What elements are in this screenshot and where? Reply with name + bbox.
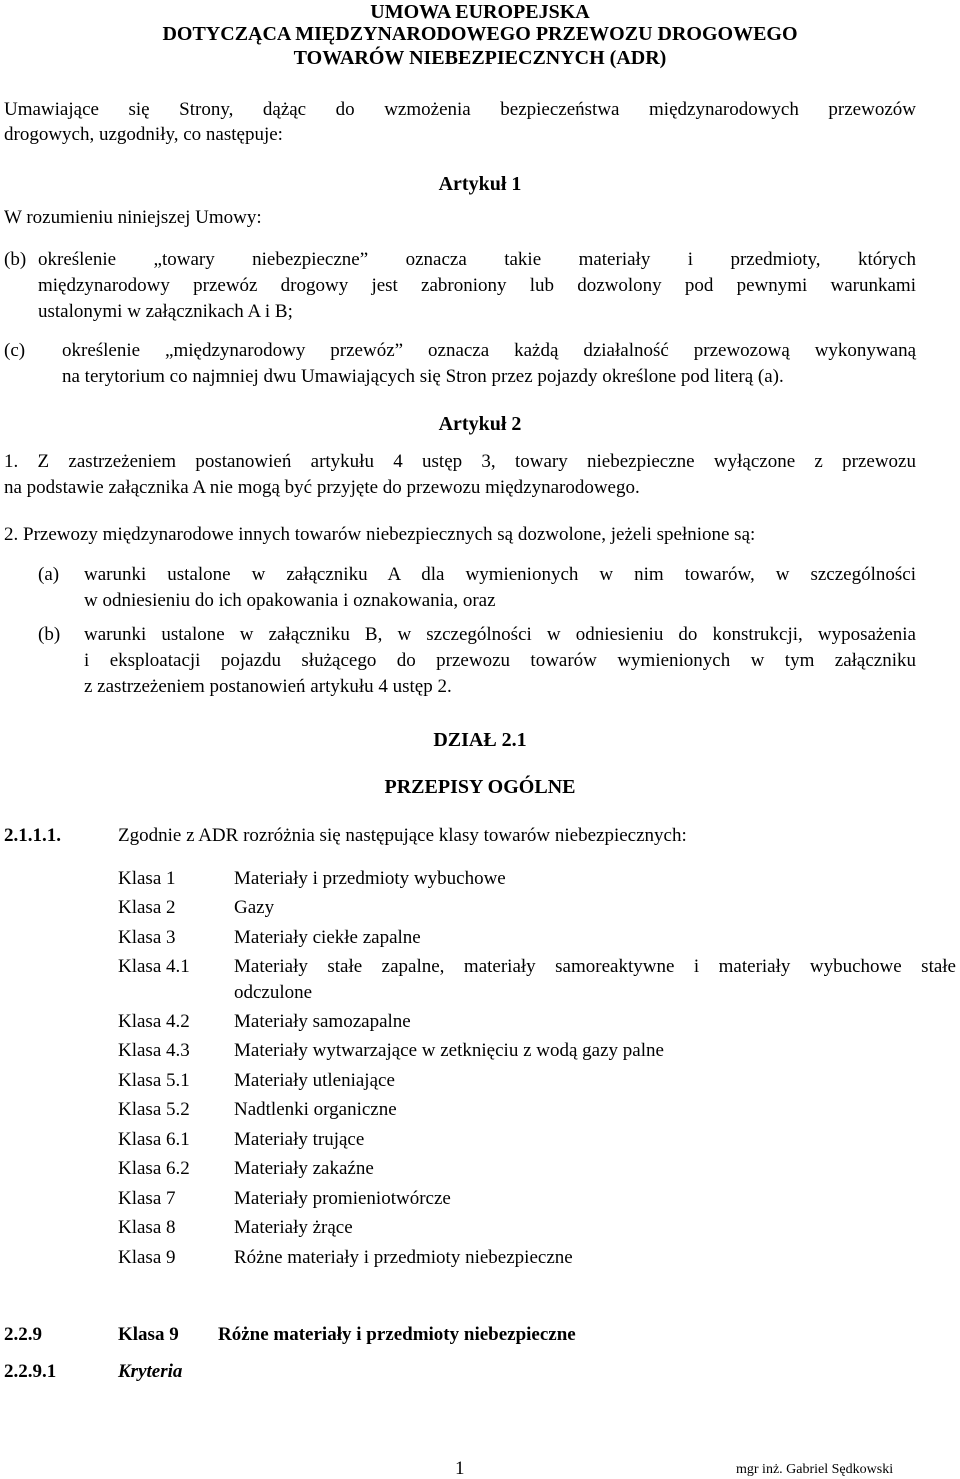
article-1-c-label: (c) xyxy=(4,340,26,361)
class-desc: Materiały stałe zapalne, materiały samoreaktywne i materiały wybuchowe stałe xyxy=(234,956,956,977)
class-name: Klasa 7 xyxy=(118,1188,176,1209)
class-desc: Materiały trujące xyxy=(234,1129,365,1150)
class-desc-continued: odczulone xyxy=(234,982,313,1003)
article-1-b-line-3: ustalonymi w załącznikach A i B; xyxy=(38,301,293,322)
class-name: Klasa 1 xyxy=(118,868,176,889)
subsection-number: 2.2.9 xyxy=(4,1324,42,1345)
class-desc: Materiały wytwarzające w zetknięciu z wodą gazy palne xyxy=(234,1040,664,1061)
class-desc: Materiały utleniające xyxy=(234,1070,395,1091)
class-name: Klasa 6.2 xyxy=(118,1158,190,1179)
preamble-line-1: Umawiające się Strony, dążąc do wzmożenia bezpieczeństwa międzynarodowych przewozów xyxy=(4,99,916,120)
article-2-p2: 2. Przewozy międzynarodowe innych towarów niebezpiecznych są dozwolone, jeżeli spełnione są: xyxy=(4,524,756,545)
article-1-c-line-1: określenie „międzynarodowy przewóz” oznacza każdą działalność przewozową wykonywaną xyxy=(62,340,916,361)
subsection-title: Różne materiały i przedmioty niebezpieczne xyxy=(218,1324,576,1345)
article-1-b-line-1: określenie „towary niebezpieczne” oznacza takie materiały i przedmioty, których xyxy=(38,249,916,270)
article-1-b-label: (b) xyxy=(4,249,27,270)
class-desc: Materiały promieniotwórcze xyxy=(234,1188,451,1209)
class-desc: Różne materiały i przedmioty niebezpieczne xyxy=(234,1247,573,1268)
class-name: Klasa 5.2 xyxy=(118,1099,190,1120)
title-line-3: TOWARÓW NIEBEZPIECZNYCH (ADR) xyxy=(293,47,667,69)
class-name: Klasa 8 xyxy=(118,1217,176,1238)
class-desc: Materiały i przedmioty wybuchowe xyxy=(234,868,506,889)
class-desc: Materiały zakaźne xyxy=(234,1158,374,1179)
section-para-text: Zgodnie z ADR rozróżnia się następujące klasy towarów niebezpiecznych: xyxy=(118,825,687,846)
footer-author: mgr inż. Gabriel Sędkowski xyxy=(736,1462,894,1477)
subsection-sub-number: 2.2.9.1 xyxy=(4,1361,57,1382)
article-2-a-line-1: warunki ustalone w załączniku A dla wymienionych w nim towarów, w szczególności xyxy=(84,564,916,585)
section-para-number: 2.1.1.1. xyxy=(4,825,61,846)
article-1-heading: Artykuł 1 xyxy=(438,173,522,195)
article-2-b-line-1: warunki ustalone w załączniku B, w szczególności w odniesieniu do konstrukcji, wyposażenia xyxy=(84,624,916,645)
class-desc: Materiały ciekłe zapalne xyxy=(234,927,421,948)
preamble-line-2: drogowych, uzgodniły, co następuje: xyxy=(4,124,283,145)
title-line-2: DOTYCZĄCA MIĘDZYNARODOWEGO PRZEWOZU DROGOWEGO xyxy=(162,23,798,45)
article-2-a-line-2: w odniesieniu do ich opakowania i oznakowania, oraz xyxy=(84,590,496,611)
class-desc: Nadtlenki organiczne xyxy=(234,1099,397,1120)
article-2-b-label: (b) xyxy=(38,624,61,645)
article-1-b-line-2: międzynarodowy przewóz drogowy jest zabroniony lub dozwolony pod pewnymi warunkami xyxy=(38,275,916,296)
class-name: Klasa 4.3 xyxy=(118,1040,190,1061)
page-number: 1 xyxy=(455,1458,465,1479)
article-2-p1-line-2: na podstawie załącznika A nie mogą być przyjęte do przewozu międzynarodowego. xyxy=(4,477,640,498)
class-desc: Materiały żrące xyxy=(234,1217,353,1238)
subsection-sub-title: Kryteria xyxy=(118,1361,183,1382)
class-name: Klasa 3 xyxy=(118,927,176,948)
class-name: Klasa 4.1 xyxy=(118,956,190,977)
title-line-1: UMOWA EUROPEJSKA xyxy=(370,1,590,23)
class-name: Klasa 5.1 xyxy=(118,1070,190,1091)
class-name: Klasa 4.2 xyxy=(118,1011,190,1032)
article-2-b-line-3: z zastrzeżeniem postanowień artykułu 4 ustęp 2. xyxy=(84,676,452,697)
class-name: Klasa 2 xyxy=(118,897,176,918)
article-1-c-line-2: na terytorium co najmniej dwu Umawiających się Stron przez pojazdy określone pod literą (a). xyxy=(62,366,784,387)
class-desc: Gazy xyxy=(234,897,275,918)
article-1-intro: W rozumieniu niniejszej Umowy: xyxy=(4,207,262,228)
article-2-p1-line-1: 1. Z zastrzeżeniem postanowień artykułu 4 ustęp 3, towary niebezpieczne wyłączone z przewozu xyxy=(4,451,916,472)
section-subheading: PRZEPISY OGÓLNE xyxy=(384,776,576,798)
section-heading: DZIAŁ 2.1 xyxy=(433,729,527,751)
class-desc: Materiały samozapalne xyxy=(234,1011,411,1032)
article-2-heading: Artykuł 2 xyxy=(438,413,522,435)
class-name: Klasa 6.1 xyxy=(118,1129,190,1150)
article-2-a-label: (a) xyxy=(38,564,60,585)
subsection-class: Klasa 9 xyxy=(118,1324,179,1345)
class-name: Klasa 9 xyxy=(118,1247,176,1268)
article-2-b-line-2: i eksploatacji pojazdu służącego do przewozu towarów wymienionych w tym załączniku xyxy=(84,650,916,671)
